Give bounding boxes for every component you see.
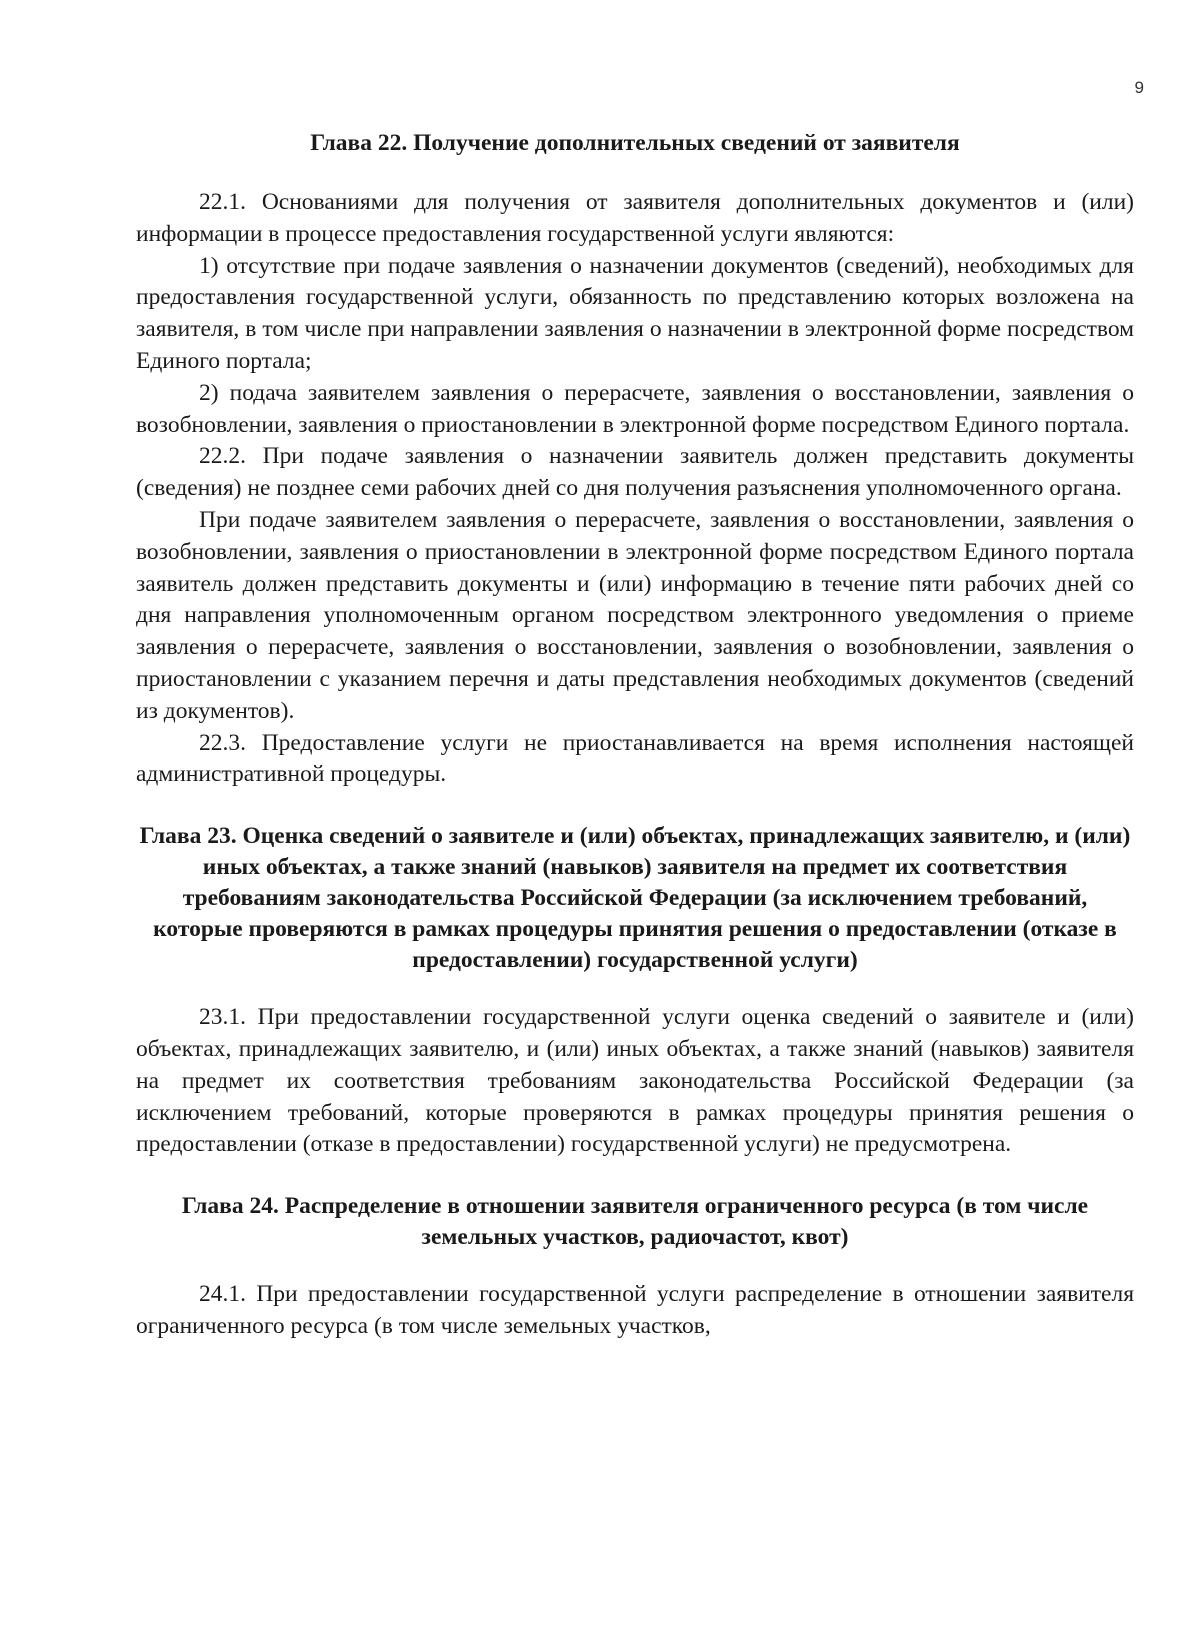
paragraph-22-1: 22.1. Основаниями для получения от заявителя дополнительных документов и (или) информации в процессе предоставления государственной услуги являются: — [136, 189, 1134, 247]
paragraph-22-1-item-1: 1) отсутствие при подаче заявления о назначении документов (сведений), необходимых для предоставления государственной услуги, обязанность по представлению которых возложена на заявителя, в том числе при направлении заявления о назначении в электронной форме посредством Единого портала; — [136, 252, 1134, 374]
page-content — [136, 128, 1134, 1343]
page-number: 9 — [1134, 78, 1144, 97]
paragraph-22-2-continued: При подаче заявителем заявления о перерасчете, заявления о восстановлении, заявления о возобновлении, заявления о приостановлении в электронной форме посредством Единого портала заявитель должен представить документы и (или) информацию в течение пяти рабочих дней со дня направления уполномоченным органом посредством электронного уведомления о приеме заявления о перерасчете, заявления о восстановлении, заявления о возобновлении, заявления о приостановлении с указанием перечня и даты представления необходимых документов (сведений из документов). — [136, 506, 1134, 724]
chapter-24-heading: Глава 24. Распределение в отношении заявителя ограниченного ресурса (в том числе земельных участков, радиочастот, квот) — [181, 1193, 1089, 1251]
paragraph-22-1-item-2: 2) подача заявителем заявления о перерасчете, заявления о восстановлении, заявления о возобновлении, заявления о приостановлении в электронной форме посредством Единого портала. — [136, 379, 1134, 438]
chapter-22-heading: Глава 22. Получение дополнительных сведений от заявителя — [310, 130, 960, 156]
paragraph-22-2: 22.2. При подаче заявления о назначении заявитель должен представить документы (сведения) не позднее семи рабочих дней со дня получения разъяснения уполномоченного органа. — [136, 443, 1134, 502]
chapter-23-heading: Глава 23. Оценка сведений о заявителе и (или) объектах, принадлежащих заявителю, и (или) иных объектах, а также знаний (навыков) заявителя на предмет их соответствия требованиям законодательства Российской Федерации (за исключением требований, которые проверяются в рамках процедуры принятия решения о предоставлении (отказе в предоставлении) государственной услуги) — [139, 823, 1131, 974]
paragraph-22-3: 22.3. Предоставление услуги не приостанавливается на время исполнения настоящей административной процедуры. — [136, 729, 1134, 788]
paragraph-23-1: 23.1. При предоставлении государственной услуги оценка сведений о заявителе и (или) объектах, принадлежащих заявителю, и (или) иных объектах, а также знаний (навыков) заявителя на предмет их соответствия требованиям законодательства Российской Федерации (за исключением требований, которые проверяются в рамках процедуры принятия решения о предоставлении (отказе в предоставлении) государственной услуги) не предусмотрена. — [136, 1004, 1134, 1158]
paragraph-24-1: 24.1. При предоставлении государственной услуги распределение в отношении заявителя ограниченного ресурса (в том числе земельных участков, — [136, 1281, 1134, 1339]
